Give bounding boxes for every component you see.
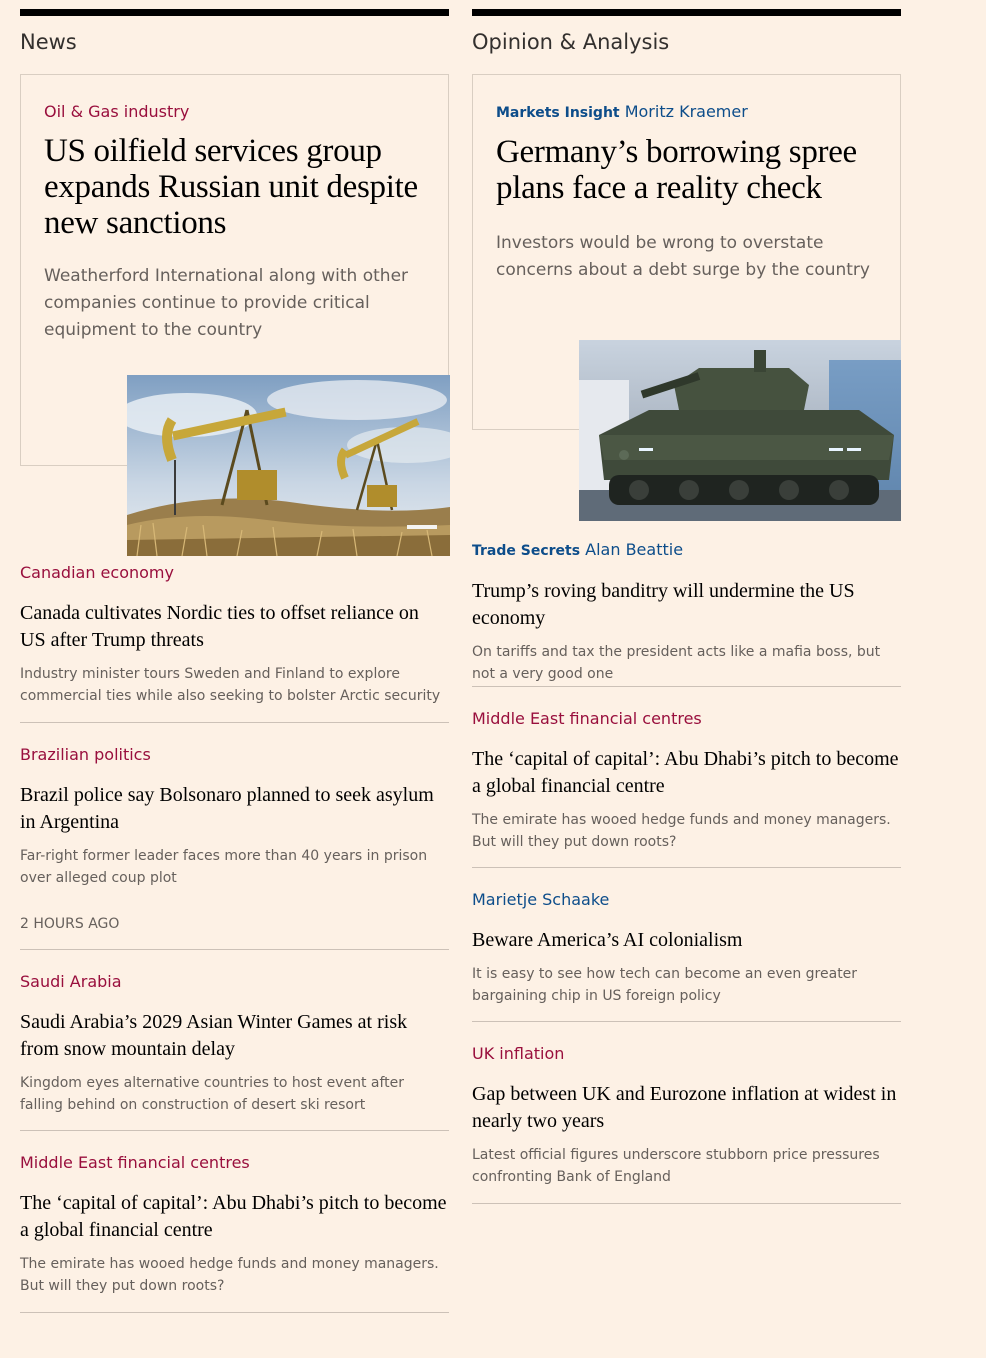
story-headline[interactable]: The ‘capital of capital’: Abu Dhabi’s pitch to become a global financial centre xyxy=(20,1192,447,1241)
hero-author[interactable]: Moritz Kraemer xyxy=(624,102,748,121)
news-hero-standfirst: Weatherford International along with other companies continue to provide critical equipment to the country xyxy=(44,266,409,340)
armoured-vehicle-image[interactable] xyxy=(579,340,901,521)
opinion-top-rule xyxy=(472,9,901,16)
news-hero-headline[interactable]: US oilfield services group expands Russian unit despite new sanctions xyxy=(44,133,418,241)
story-author[interactable]: Marietje Schaake xyxy=(472,890,610,909)
story-headline[interactable]: Gap between UK and Eurozone inflation at widest in nearly two years xyxy=(472,1083,897,1132)
opinion-hero-byline xyxy=(496,99,877,126)
story-topic[interactable]: Canadian economy xyxy=(20,563,174,582)
opinion-hero-headline[interactable]: Germany’s borrowing spree plans face a reality check xyxy=(496,134,857,206)
story-standfirst: On tariffs and tax the president acts like a mafia boss, but not a very good one xyxy=(472,644,881,682)
opinion-story-item[interactable] xyxy=(472,1043,901,1204)
timestamp-divider: 2 HOURS AGO xyxy=(20,914,449,950)
news-column xyxy=(20,9,449,1313)
news-section-title[interactable]: News xyxy=(20,30,77,54)
news-hero-card[interactable] xyxy=(20,74,449,466)
story-standfirst: Far-right former leader faces more than 40 years in prison over alleged coup plot xyxy=(20,848,428,886)
story-topic[interactable]: Middle East financial centres xyxy=(472,709,702,728)
news-hero-topic[interactable]: Oil & Gas industry xyxy=(44,102,190,121)
story-headline[interactable]: Canada cultivates Nordic ties to offset reliance on US after Trump threats xyxy=(20,602,419,651)
opinion-section-title[interactable]: Opinion & Analysis xyxy=(472,30,670,54)
oil-pumpjacks-image[interactable] xyxy=(127,375,450,556)
story-byline xyxy=(472,539,901,562)
story-headline[interactable]: Saudi Arabia’s 2029 Asian Winter Games at risk from snow mountain delay xyxy=(20,1011,408,1060)
story-standfirst: Latest official figures underscore stubborn price pressures confronting Bank of England xyxy=(472,1147,880,1185)
story-headline[interactable]: Trump’s roving banditry will undermine the US economy xyxy=(472,580,855,629)
story-standfirst: The emirate has wooed hedge funds and money managers. But will they put down roots? xyxy=(20,1256,439,1294)
story-column-name[interactable]: Trade Secrets xyxy=(472,543,581,559)
story-headline[interactable]: Beware America’s AI colonialism xyxy=(472,929,743,951)
news-story-item[interactable] xyxy=(20,1152,449,1313)
story-topic[interactable]: Middle East financial centres xyxy=(20,1153,250,1172)
story-standfirst: Industry minister tours Sweden and Finland to explore commercial ties while also seeking to bolster Arctic security xyxy=(20,666,441,704)
story-author[interactable]: Alan Beattie xyxy=(585,540,684,559)
opinion-story-item[interactable] xyxy=(472,889,901,1022)
news-top-rule xyxy=(20,9,449,16)
story-topic[interactable]: Brazilian politics xyxy=(20,745,151,764)
opinion-story-item[interactable] xyxy=(472,539,901,687)
story-headline[interactable]: The ‘capital of capital’: Abu Dhabi’s pitch to become a global financial centre xyxy=(472,748,899,797)
story-standfirst: Kingdom eyes alternative countries to host event after falling behind on construction of desert ski resort xyxy=(20,1075,405,1113)
news-story-item[interactable] xyxy=(20,562,449,723)
opinion-story-item[interactable] xyxy=(472,708,901,868)
hero-column-name[interactable]: Markets Insight xyxy=(496,105,620,121)
news-story-item[interactable] xyxy=(20,971,449,1131)
news-story-item[interactable] xyxy=(20,744,449,914)
story-standfirst: It is easy to see how tech can become an even greater bargaining chip in US foreign policy xyxy=(472,966,858,1004)
story-topic[interactable]: Saudi Arabia xyxy=(20,972,122,991)
opinion-hero-standfirst: Investors would be wrong to overstate concerns about a debt surge by the country xyxy=(496,233,870,280)
story-headline[interactable]: Brazil police say Bolsonaro planned to seek asylum in Argentina xyxy=(20,784,434,833)
opinion-hero-card[interactable] xyxy=(472,74,901,430)
story-standfirst: The emirate has wooed hedge funds and money managers. But will they put down roots? xyxy=(472,812,891,850)
story-topic[interactable]: UK inflation xyxy=(472,1044,565,1063)
opinion-column xyxy=(472,9,901,1204)
